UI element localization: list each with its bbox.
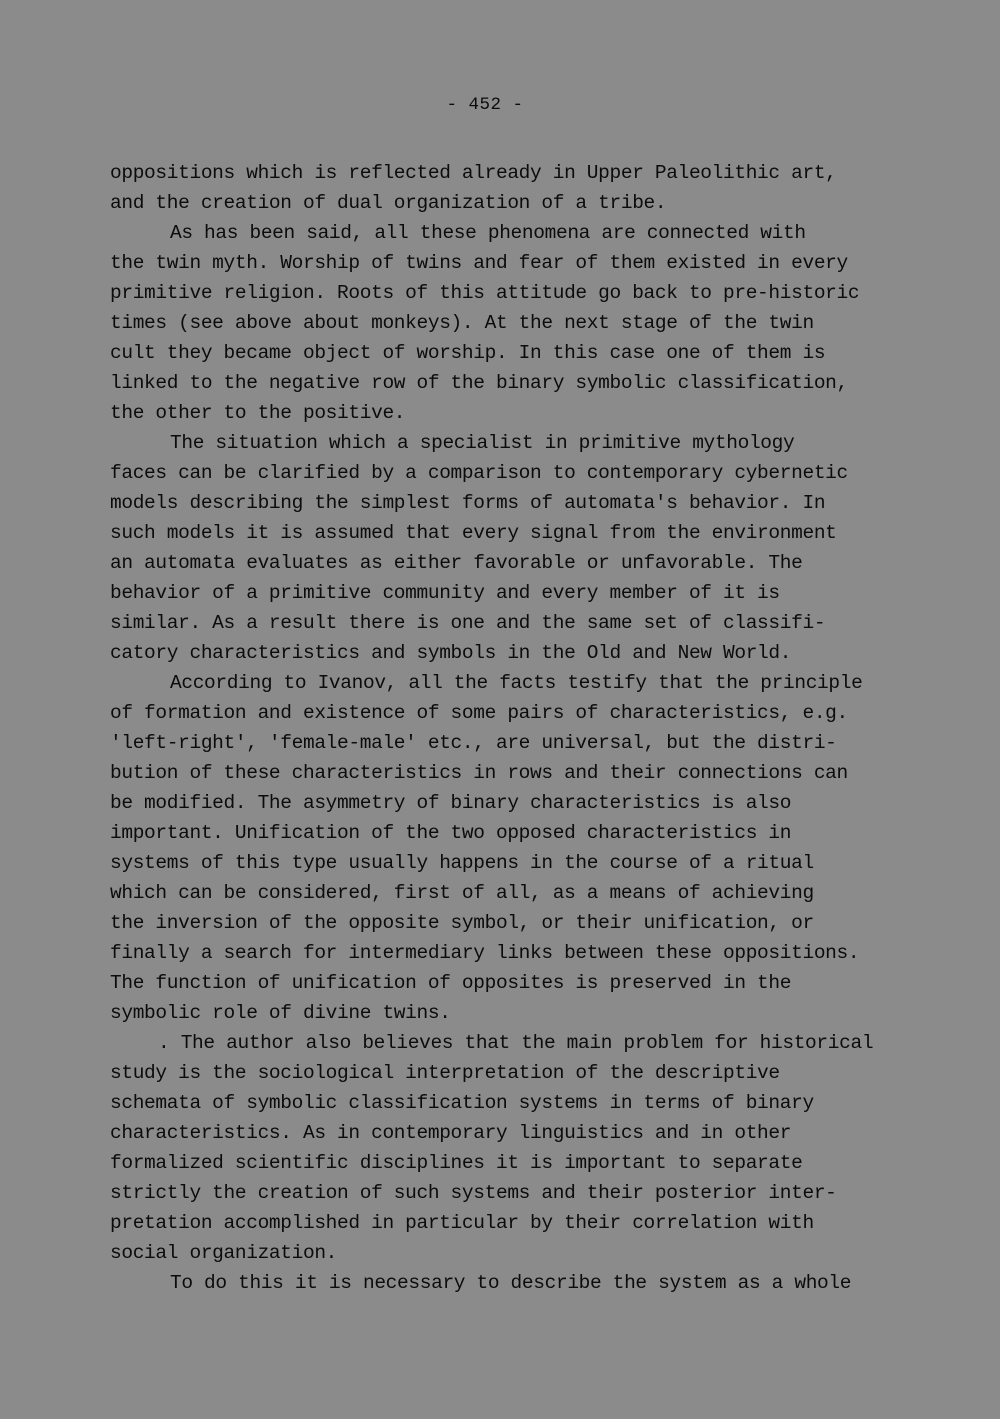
text-line: bution of these characteristics in rows and their connections can bbox=[110, 762, 848, 784]
text-line: an automata evaluates as either favorable or unfavorable. The bbox=[110, 552, 803, 574]
text-line: models describing the simplest forms of automata's behavior. In bbox=[110, 492, 826, 514]
text-line: formalized scientific disciplines it is important to separate bbox=[110, 1152, 803, 1174]
text-line: schemata of symbolic classification systems in terms of binary bbox=[110, 1092, 814, 1114]
text-line: the twin myth. Worship of twins and fear of them existed in every bbox=[110, 252, 848, 274]
text-line: As has been said, all these phenomena are connected with bbox=[170, 222, 806, 244]
text-line: linked to the negative row of the binary symbolic classification, bbox=[110, 372, 848, 394]
text-line: such models it is assumed that every signal from the environment bbox=[110, 522, 837, 544]
text-line: 'left-right', 'female-male' etc., are universal, but the distri- bbox=[110, 732, 837, 754]
text-line: pretation accomplished in particular by their correlation with bbox=[110, 1212, 814, 1234]
text-line: of formation and existence of some pairs of characteristics, e.g. bbox=[110, 702, 848, 724]
text-line: behavior of a primitive community and every member of it is bbox=[110, 582, 780, 604]
text-line: social organization. bbox=[110, 1242, 338, 1264]
text-line: The situation which a specialist in primitive mythology bbox=[170, 432, 795, 454]
text-line: cult they became object of worship. In this case one of them is bbox=[110, 342, 826, 364]
paragraph bbox=[110, 428, 910, 668]
text-line: . The author also believes that the main problem for historical bbox=[158, 1032, 874, 1054]
text-line: the other to the positive. bbox=[110, 402, 406, 424]
body-text bbox=[110, 158, 910, 1298]
text-line: which can be considered, first of all, as a means of achieving bbox=[110, 882, 814, 904]
paragraph bbox=[110, 668, 910, 1028]
text-line: systems of this type usually happens in the course of a ritual bbox=[110, 852, 814, 874]
text-line: According to Ivanov, all the facts testify that the principle bbox=[170, 672, 863, 694]
text-line: finally a search for intermediary links between these oppositions. bbox=[110, 942, 860, 964]
text-line: The function of unification of opposites is preserved in the bbox=[110, 972, 792, 994]
text-line: strictly the creation of such systems and their posterior inter- bbox=[110, 1182, 837, 1204]
paragraph bbox=[110, 158, 910, 218]
text-line: faces can be clarified by a comparison to contemporary cybernetic bbox=[110, 462, 848, 484]
paragraph bbox=[110, 1028, 910, 1268]
text-line: the inversion of the opposite symbol, or their unification, or bbox=[110, 912, 814, 934]
text-line: times (see above about monkeys). At the next stage of the twin bbox=[110, 312, 814, 334]
text-line: symbolic role of divine twins. bbox=[110, 1002, 451, 1024]
text-line: similar. As a result there is one and the same set of classifi- bbox=[110, 612, 826, 634]
text-line: and the creation of dual organization of a tribe. bbox=[110, 192, 667, 214]
text-line: To do this it is necessary to describe the system as a whole bbox=[170, 1272, 852, 1294]
text-line: be modified. The asymmetry of binary characteristics is also bbox=[110, 792, 792, 814]
text-line: study is the sociological interpretation of the descriptive bbox=[110, 1062, 780, 1084]
text-line: catory characteristics and symbols in the Old and New World. bbox=[110, 642, 792, 664]
page-number: - 452 - bbox=[446, 95, 524, 115]
text-line: primitive religion. Roots of this attitude go back to pre-historic bbox=[110, 282, 860, 304]
text-line: characteristics. As in contemporary linguistics and in other bbox=[110, 1122, 792, 1144]
paragraph bbox=[110, 1268, 910, 1298]
text-line: oppositions which is reflected already in Upper Paleolithic art, bbox=[110, 162, 837, 184]
paragraph bbox=[110, 218, 910, 428]
text-line: important. Unification of the two opposed characteristics in bbox=[110, 822, 792, 844]
